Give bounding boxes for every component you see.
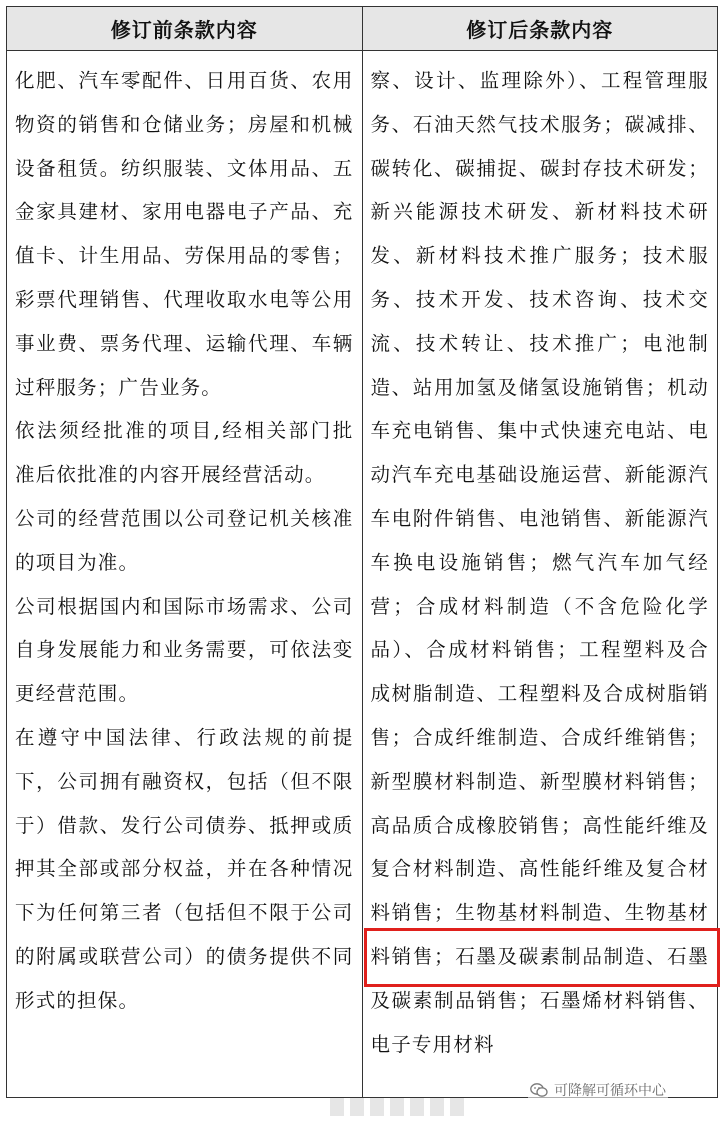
wechat-icon bbox=[530, 1082, 548, 1098]
wechat-watermark bbox=[528, 1080, 668, 1100]
after-paragraph-1: 察、设计、监理除外）、工程管理服务、石油天然气技术服务；碳减排、碳转化、碳捕捉、碳封存技术研发；新兴能源技术研发、新材料技术研发、新材料技术推广服务；技术服务、技术开发、技术咨询、技术交流、技术转让、技术推广；电池制造、站用加氢及储氢设施销售；机动车充电销售、集中式快速充电站、电动汽车充电基础设施运营、新能源汽车电附件销售、电池销售、新能源汽车换电设施销售；燃气汽车加气经营；合成材料制造（不含危险化学品）、合成材料销售；工程塑料及合成树脂制造、工程塑料及合成树脂销售；合成纤维制造、合成纤维销售；新型膜材料制造、新型膜材料销售；高品质合成橡胶销售；高性能纤维及复合材料制造、高性能纤维及复合材料销售；生物基材料制造、生物基材料销售；石墨及碳素制品制造、石墨及碳素制品销售；石墨烯材料销售、电子专用材料 bbox=[370, 69, 709, 1056]
header-after: 修订后条款内容 bbox=[466, 18, 614, 42]
before-paragraph-3: 公司的经营范围以公司登记机关核准的项目为准。 bbox=[15, 506, 354, 574]
column-before bbox=[7, 51, 363, 1097]
header-before: 修订前条款内容 bbox=[7, 7, 363, 50]
table-header bbox=[7, 7, 717, 51]
red-highlight-box bbox=[364, 928, 720, 987]
faint-watermark-mark bbox=[330, 1098, 470, 1116]
watermark-text: 可降解可循环中心 bbox=[554, 1083, 666, 1099]
before-paragraph-5: 在遵守中国法律、行政法规的前提下，公司拥有融资权，包括（但不限于）借款、发行公司债券、抵押或质押其全部或部分权益，并在各种情况下为任何第三者（包括但不限于公司的附属或联营公司）的债务提供不同形式的担保。 bbox=[15, 725, 354, 1012]
before-paragraph-4: 公司根据国内和国际市场需求、公司自身发展能力和业务需要，可依法变更经营范围。 bbox=[15, 594, 354, 706]
before-paragraph-1: 化肥、汽车零配件、日用百货、农用物资的销售和仓储业务；房屋和机械设备租赁。纺织服装、文体用品、五金家具建材、家用电器电子产品、充值卡、计生用品、劳保用品的零售；彩票代理销售、代理收取水电等公用事业费、票务代理、运输代理、车辆过秤服务；广告业务。 bbox=[15, 69, 354, 399]
before-paragraph-2: 依法须经批准的项目,经相关部门批准后依批准的内容开展经营活动。 bbox=[15, 419, 354, 487]
